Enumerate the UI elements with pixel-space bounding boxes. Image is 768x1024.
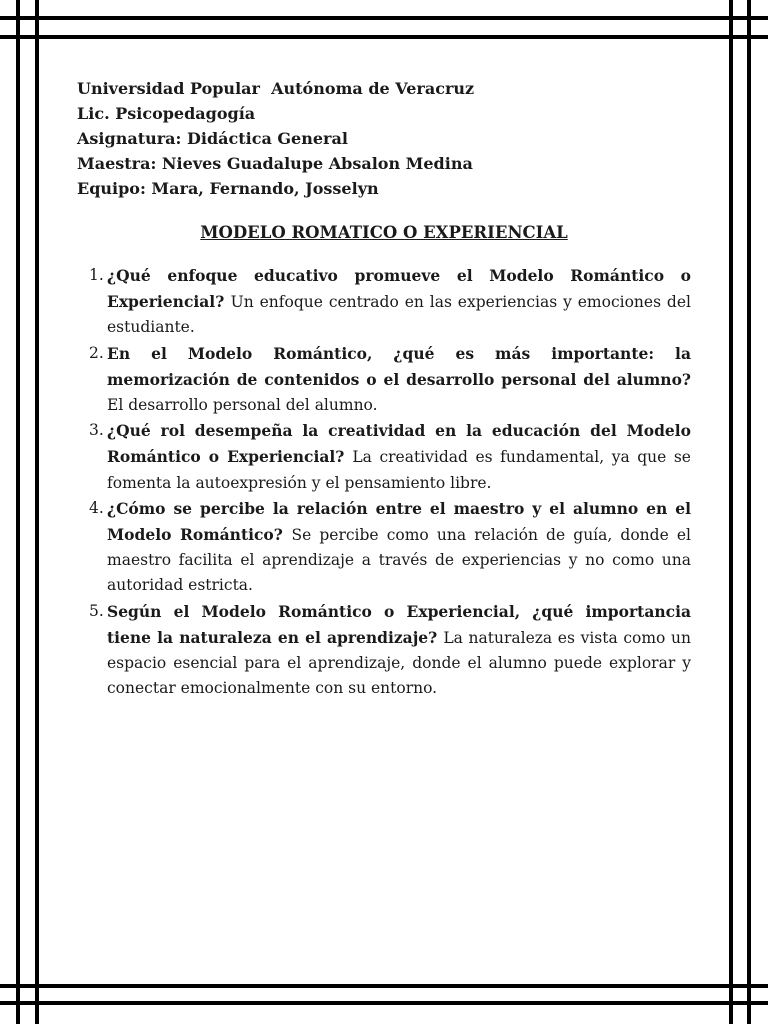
question-text: ¿Qué rol desempeña la creatividad en la educación del Modelo Romántico o Experiencial? [107,421,691,467]
frame-left-inner-line [35,0,39,1024]
team-members: Equipo: Mara, Fernando, Josselyn [77,179,379,198]
teacher-name: Maestra: Nieves Guadalupe Absalon Medina [77,154,473,173]
list-item [77,341,691,419]
frame-left-outer-line [16,0,20,1024]
list-item [77,418,691,496]
question-list [77,263,691,701]
answer-text: El desarrollo personal del alumno. [107,396,378,415]
answer-text: Un enfoque centrado en las experiencias y emociones del estudiante. [107,293,691,337]
answer-text: Se percibe como una relación de guía, donde el maestro facilita el aprendizaje a través de experiencias y no como una autoridad estricta. [107,526,692,595]
question-number: 5. [89,601,104,620]
answer-text: La creatividad es fundamental, ya que se fomenta la autoexpresión y el pensamiento libre. [107,448,691,492]
question-number: 3. [89,421,104,440]
question-number: 2. [89,343,104,362]
university-name: Universidad Popular Autónoma de Veracruz [77,79,475,98]
document-page [77,76,691,701]
question-number: 4. [89,498,104,517]
question-number: 1. [89,266,104,284]
list-item [77,599,691,702]
frame-right-outer-line [747,0,751,1024]
question-text: ¿Qué enfoque educativo promueve el Modelo Romántico o Experiencial? [107,266,691,312]
header-block [77,76,691,201]
question-text: En el Modelo Romántico, ¿qué es más importante: la memorización de contenidos o el desarrollo personal del alumno? [107,343,691,389]
question-text: Según el Modelo Romántico o Experiencial, ¿qué importancia tiene la naturaleza en el aprendizaje? [107,601,691,647]
page-title: MODELO ROMATICO O EXPERIENCIAL [200,223,568,242]
subject-name: Asignatura: Didáctica General [77,129,348,148]
frame-right-inner-line [729,0,733,1024]
degree-name: Lic. Psicopedagogía [77,104,256,123]
frame-bottom-inner-line [0,984,768,988]
list-item [77,263,691,341]
question-text: ¿Cómo se percibe la relación entre el maestro y el alumno en el Modelo Romántico? [107,498,691,545]
frame-bottom-outer-line [0,1001,768,1005]
frame-top-outer-line [0,16,768,20]
list-item [77,496,691,599]
frame-top-inner-line [0,35,768,39]
answer-text: La naturaleza es vista como un espacio esencial para el aprendizaje, donde el alumno puede explorar y conectar emocionalmente con su entorno. [107,628,691,698]
